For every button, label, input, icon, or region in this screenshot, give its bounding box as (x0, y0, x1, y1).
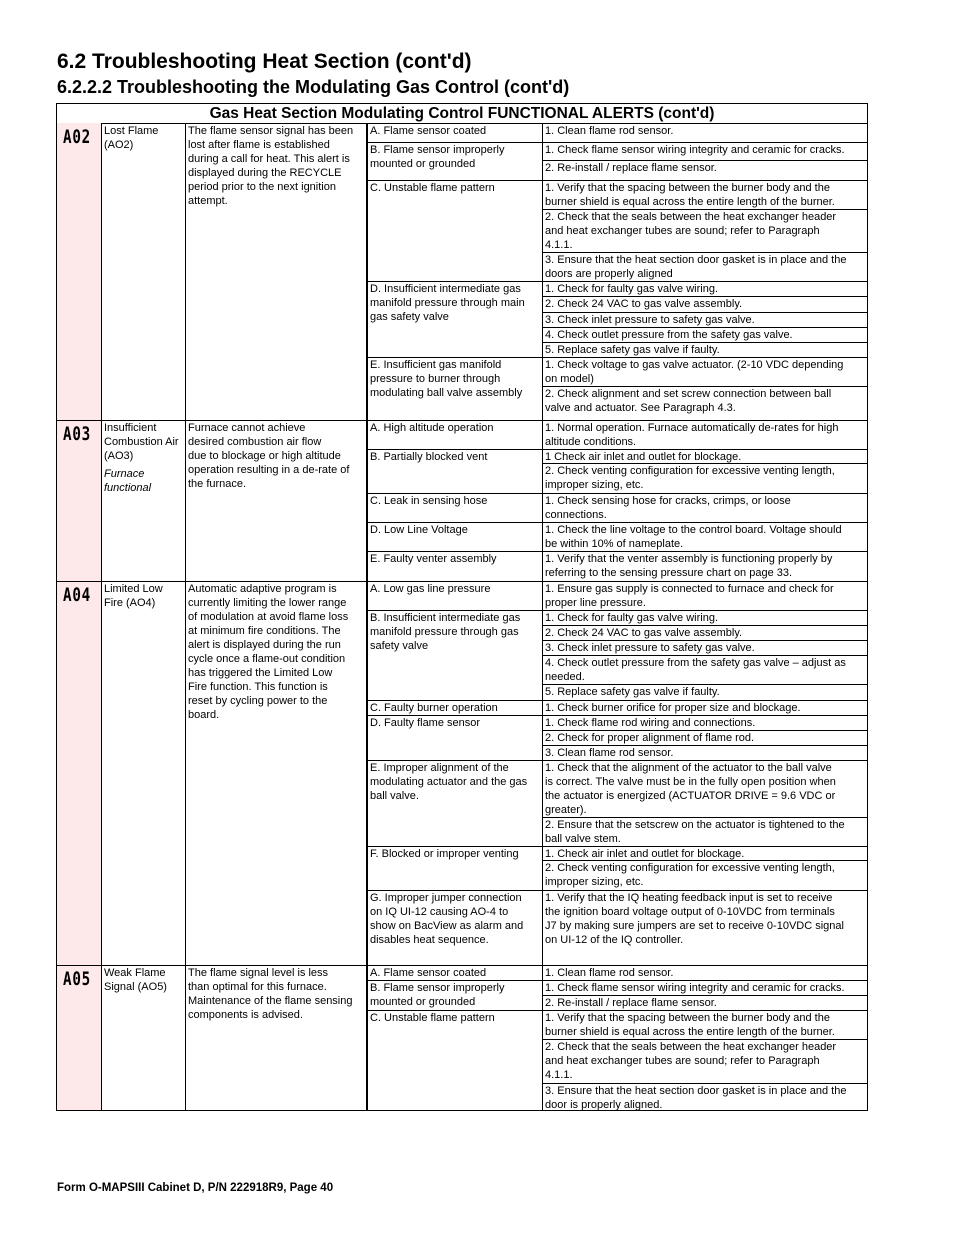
row-divider (542, 142, 867, 143)
row-divider (542, 296, 867, 297)
alert-name: (AO2) (104, 139, 134, 151)
corrective-action: improper sizing, etc. (545, 479, 644, 491)
corrective-action: ball valve stem. (545, 833, 621, 845)
row-divider (542, 610, 867, 611)
section-heading: 6.2 Troubleshooting Heat Section (cont'd) (57, 50, 472, 73)
alert-description: alert is displayed during the run (188, 639, 341, 651)
corrective-action: 1. Check voltage to gas valve actuator. (2-10 VDC depending (545, 359, 844, 371)
possible-cause: B. Flame sensor improperly (370, 982, 505, 994)
column-divider (101, 123, 102, 1110)
corrective-action: valve and actuator. See Paragraph 4.3. (545, 402, 736, 414)
alert-code-a04: A04 (63, 584, 91, 606)
corrective-action: 2. Re-install / replace flame sensor. (545, 162, 717, 174)
possible-cause: C. Unstable flame pattern (370, 182, 495, 194)
alert-description: the furnace. (188, 478, 247, 490)
corrective-action: J7 by making sure jumpers are set to receive 0-10VDC signal (545, 920, 844, 932)
row-divider (542, 890, 867, 891)
corrective-action: 1. Clean flame rod sensor. (545, 125, 674, 137)
possible-cause: manifold pressure through main (370, 297, 525, 309)
possible-cause: D. Low Line Voltage (370, 524, 468, 536)
corrective-action: 3. Check inlet pressure to safety gas valve. (545, 314, 755, 326)
corrective-action: 2. Check 24 VAC to gas valve assembly. (545, 298, 743, 310)
alert-description: displayed during the RECYCLE (188, 167, 342, 179)
corrective-action: 1. Clean flame rod sensor. (545, 967, 674, 979)
possible-cause: F. Blocked or improper venting (370, 848, 519, 860)
corrective-action: 1. Check flame sensor wiring integrity and ceramic for cracks. (545, 144, 845, 156)
possible-cause: G. Improper jumper connection (370, 892, 522, 904)
alert-name: Insufficient (104, 422, 157, 434)
possible-cause: D. Insufficient intermediate gas (370, 283, 521, 295)
alert-description: components is advised. (188, 1009, 303, 1021)
corrective-action: on UI-12 of the IQ controller. (545, 934, 684, 946)
functional-alerts-table (56, 103, 868, 1111)
corrective-action: altitude conditions. (545, 436, 637, 448)
possible-cause: mounted or grounded (370, 996, 476, 1008)
corrective-action: be within 10% of nameplate. (545, 538, 684, 550)
alert-name-note: Furnace (104, 468, 145, 480)
possible-cause: gas safety valve (370, 311, 449, 323)
alert-description: cycle once a flame-out condition (188, 653, 346, 665)
possible-cause: show on BacView as alarm and (370, 920, 524, 932)
alert-name: Lost Flame (104, 125, 159, 137)
possible-cause: safety valve (370, 640, 429, 652)
alert-name: Fire (AO4) (104, 597, 156, 609)
row-divider (542, 386, 867, 387)
corrective-action: 1. Verify that the spacing between the burner body and the (545, 1012, 830, 1024)
row-divider (542, 860, 867, 861)
alert-description: during a call for heat. This alert is (188, 153, 350, 165)
row-divider (542, 684, 867, 685)
row-divider (542, 449, 867, 450)
row-divider (542, 357, 867, 358)
row-divider (542, 327, 867, 328)
corrective-action: 2. Check alignment and set screw connection between ball (545, 388, 832, 400)
page-footer: Form O-MAPSIII Cabinet D, P/N 222918R9, Page 40 (57, 1182, 334, 1194)
alert-description: reset by cycling power to the (188, 695, 328, 707)
corrective-action: 2. Check venting configuration for excessive venting length, (545, 465, 835, 477)
row-divider (542, 995, 867, 996)
corrective-action: doors are properly aligned (545, 268, 673, 280)
alert-code-cell (57, 581, 101, 965)
corrective-action: 2. Check 24 VAC to gas valve assembly. (545, 627, 743, 639)
corrective-action: 1. Verify that the venter assembly is functioning properly by (545, 553, 833, 565)
corrective-action: 3. Ensure that the heat section door gasket is in place and the (545, 254, 847, 266)
possible-cause: E. Improper alignment of the (370, 762, 509, 774)
corrective-action: the actuator is energized (ACTUATOR DRIVE = 9.6 VDC or (545, 790, 836, 802)
alert-description: desired combustion air flow (188, 436, 322, 448)
row-divider (542, 463, 867, 464)
alert-code-a05: A05 (63, 968, 91, 990)
alert-name: (AO3) (104, 450, 134, 462)
corrective-action: 1. Check flame sensor wiring integrity and ceramic for cracks. (545, 982, 845, 994)
corrective-action: 1. Verify that the IQ heating feedback input is set to receive (545, 892, 833, 904)
column-divider (185, 123, 186, 1110)
alert-code-cell (57, 123, 101, 420)
corrective-action: the ignition board voltage output of 0-10VDC from terminals (545, 906, 835, 918)
possible-cause: E. Insufficient gas manifold (370, 359, 502, 371)
alert-description: has triggered the Limited Low (188, 667, 333, 679)
corrective-action: 4. Check outlet pressure from the safety gas valve. (545, 329, 793, 341)
subsection-heading: 6.2.2.2 Troubleshooting the Modulating Gas Control (cont'd) (57, 77, 570, 97)
corrective-action: 2. Check that the seals between the heat exchanger header (545, 211, 837, 223)
corrective-action: 2. Ensure that the setscrew on the actuator is tightened to the (545, 819, 845, 831)
row-divider (542, 730, 867, 731)
alert-description: operation resulting in a de-rate of (188, 464, 350, 476)
row-divider (542, 209, 867, 210)
alert-name: Signal (AO5) (104, 981, 167, 993)
row-divider (542, 160, 867, 161)
alert-description: at minimum fire conditions. The (188, 625, 341, 637)
row-divider (542, 715, 867, 716)
possible-cause: B. Insufficient intermediate gas (370, 612, 521, 624)
corrective-action: 3. Check inlet pressure to safety gas valve. (545, 642, 755, 654)
column-divider (366, 123, 368, 1110)
possible-cause: A. Flame sensor coated (370, 967, 487, 979)
corrective-action: 1. Normal operation. Furnace automatically de-rates for high (545, 422, 839, 434)
possible-cause: ball valve. (370, 790, 419, 802)
possible-cause: C. Faulty burner operation (370, 702, 498, 714)
possible-cause: D. Faulty flame sensor (370, 717, 481, 729)
corrective-action: and heat exchanger tubes are sound; refer to Paragraph (545, 225, 820, 237)
corrective-action: on model) (545, 373, 594, 385)
row-divider (542, 180, 867, 181)
corrective-action: 4.1.1. (545, 1069, 573, 1081)
alert-description: currently limiting the lower range (188, 597, 347, 609)
alert-description: The flame signal level is less (188, 967, 329, 979)
corrective-action: 5. Replace safety gas valve if faulty. (545, 344, 720, 356)
row-divider (542, 655, 867, 656)
corrective-action: needed. (545, 671, 585, 683)
possible-cause: on IQ UI-12 causing AO-4 to (370, 906, 509, 918)
corrective-action: is correct. The valve must be in the fully open position when (545, 776, 836, 788)
corrective-action: 1. Ensure gas supply is connected to furnace and check for (545, 583, 834, 595)
possible-cause: A. Low gas line pressure (370, 583, 491, 595)
possible-cause: E. Faulty venter assembly (370, 553, 497, 565)
corrective-action: improper sizing, etc. (545, 876, 644, 888)
corrective-action: 1. Verify that the spacing between the burner body and the (545, 182, 830, 194)
corrective-action: 1. Check for faulty gas valve wiring. (545, 612, 719, 624)
alert-description: board. (188, 709, 220, 721)
alert-description: Furnace cannot achieve (188, 422, 306, 434)
row-divider (542, 745, 867, 746)
alert-code-a03: A03 (63, 423, 91, 445)
row-divider (542, 281, 867, 282)
alert-description: lost after flame is established (188, 139, 330, 151)
corrective-action: 1. Check the line voltage to the control board. Voltage should (545, 524, 842, 536)
corrective-action: and heat exchanger tubes are sound; refer to Paragraph (545, 1055, 820, 1067)
corrective-action: 3. Clean flame rod sensor. (545, 747, 674, 759)
possible-cause: modulating actuator and the gas (370, 776, 528, 788)
corrective-action: 3. Ensure that the heat section door gasket is in place and the (545, 1085, 847, 1097)
corrective-action: 2. Check for proper alignment of flame rod. (545, 732, 755, 744)
possible-cause: B. Flame sensor improperly (370, 144, 505, 156)
row-divider (542, 640, 867, 641)
row-divider (542, 1083, 867, 1084)
alert-description: due to blockage or high altitude (188, 450, 341, 462)
corrective-action: 1. Check sensing hose for cracks, crimps, or loose (545, 495, 791, 507)
row-divider (542, 625, 867, 626)
corrective-action: 4.1.1. (545, 239, 573, 251)
possible-cause: C. Unstable flame pattern (370, 1012, 495, 1024)
row-divider (542, 700, 867, 701)
possible-cause: A. High altitude operation (370, 422, 494, 434)
corrective-action: 2. Re-install / replace flame sensor. (545, 997, 717, 1009)
corrective-action: burner shield is equal across the entire length of the burner. (545, 1026, 835, 1038)
row-divider (542, 551, 867, 552)
corrective-action: 1. Check burner orifice for proper size and blockage. (545, 702, 801, 714)
alert-name: Limited Low (104, 583, 163, 595)
alert-description: attempt. (188, 195, 228, 207)
alert-description: Maintenance of the flame sensing (188, 995, 353, 1007)
alert-description: Automatic adaptive program is (188, 583, 337, 595)
corrective-action: burner shield is equal across the entire length of the burner. (545, 196, 835, 208)
row-divider (542, 581, 867, 582)
row-divider (542, 1010, 867, 1011)
corrective-action: door is properly aligned. (545, 1099, 663, 1111)
possible-cause: modulating ball valve assembly (370, 387, 523, 399)
row-divider (542, 522, 867, 523)
corrective-action: 5. Replace safety gas valve if faulty. (545, 686, 720, 698)
row-divider (542, 420, 867, 421)
corrective-action: 1 Check air inlet and outlet for blockage. (545, 451, 742, 463)
alert-name-note: functional (104, 482, 152, 494)
row-divider (542, 342, 867, 343)
corrective-action: 1. Check for faulty gas valve wiring. (545, 283, 719, 295)
corrective-action: connections. (545, 509, 607, 521)
corrective-action: 4. Check outlet pressure from the safety gas valve – adjust as (545, 657, 846, 669)
corrective-action: proper line pressure. (545, 597, 646, 609)
column-divider (542, 123, 543, 1110)
alert-name: Combustion Air (104, 436, 179, 448)
alert-description: than optimal for this furnace. (188, 981, 327, 993)
alert-code-a02: A02 (63, 126, 91, 148)
alert-description: of modulation at avoid flame loss (188, 611, 349, 623)
possible-cause: C. Leak in sensing hose (370, 495, 488, 507)
row-divider (542, 493, 867, 494)
alert-description: period prior to the next ignition (188, 181, 336, 193)
row-divider (542, 980, 867, 981)
possible-cause: pressure to burner through (370, 373, 501, 385)
possible-cause: A. Flame sensor coated (370, 125, 487, 137)
possible-cause: B. Partially blocked vent (370, 451, 488, 463)
corrective-action: 1. Check flame rod wiring and connections. (545, 717, 756, 729)
corrective-action: referring to the sensing pressure chart on page 33. (545, 567, 793, 579)
possible-cause: disables heat sequence. (370, 934, 489, 946)
corrective-action: 1. Check air inlet and outlet for blockage. (545, 848, 745, 860)
corrective-action: 2. Check that the seals between the heat exchanger header (545, 1041, 837, 1053)
corrective-action: 2. Check venting configuration for excessive venting length, (545, 862, 835, 874)
row-divider (542, 1039, 867, 1040)
alert-description: Fire function. This function is (188, 681, 328, 693)
alert-description: The flame sensor signal has been (188, 125, 354, 137)
row-divider (542, 252, 867, 253)
row-divider (542, 817, 867, 818)
possible-cause: mounted or grounded (370, 158, 476, 170)
corrective-action: 1. Check that the alignment of the actuator to the ball valve (545, 762, 832, 774)
table-title: Gas Heat Section Modulating Control FUNCTIONAL ALERTS (cont'd) (57, 104, 867, 124)
row-divider (542, 965, 867, 966)
row-divider (542, 846, 867, 847)
alert-name: Weak Flame (104, 967, 166, 979)
row-divider (542, 760, 867, 761)
corrective-action: greater). (545, 804, 587, 816)
possible-cause: manifold pressure through gas (370, 626, 519, 638)
row-divider (542, 312, 867, 313)
